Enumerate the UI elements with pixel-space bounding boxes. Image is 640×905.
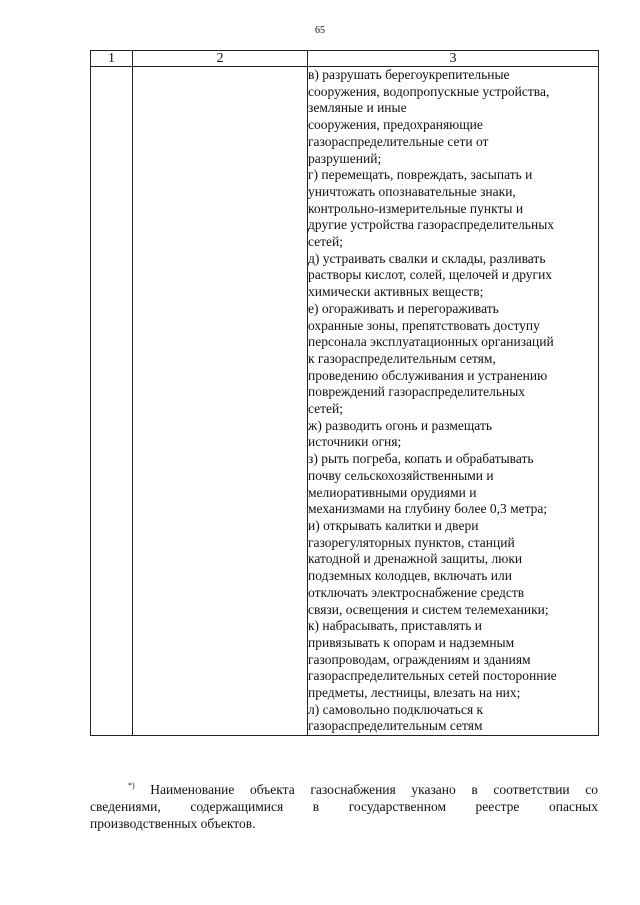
text-line: отключать электроснабжение средств bbox=[308, 584, 525, 600]
text-line: проведению обслуживания и устранению bbox=[308, 367, 548, 383]
text-line: сетей; bbox=[308, 234, 344, 250]
text-line: з) рыть погреба, копать и обрабатывать bbox=[308, 451, 534, 467]
text-line: газораспределительных сетей посторонние bbox=[308, 668, 557, 684]
text-line: разрушений; bbox=[308, 150, 382, 166]
text-line: связи, освещения и систем телемеханики; bbox=[308, 601, 549, 617]
text-line: ж) разводить огонь и размещать bbox=[308, 417, 493, 433]
text-line: в) разрушать берегоукрепительные bbox=[308, 67, 510, 82]
footnote-line-2: сведениями, содержащимися в государственном реестре опасных bbox=[90, 798, 598, 814]
text-line: д) устраивать свалки и склады, разливать bbox=[308, 250, 546, 266]
column-header-3: 3 bbox=[308, 51, 599, 67]
text-line: подземных колодцев, включать или bbox=[308, 568, 512, 584]
text-line: почву сельскохозяйственными и bbox=[308, 467, 494, 483]
text-line: механизмами на глубину более 0,3 метра; bbox=[308, 501, 548, 517]
text-line: сооружения, предохраняющие bbox=[308, 117, 483, 133]
text-line: повреждений газораспределительных bbox=[308, 384, 526, 400]
text-line: растворы кислот, солей, щелочей и других bbox=[308, 267, 553, 283]
document-table bbox=[90, 50, 599, 736]
text-line: химически активных веществ; bbox=[308, 284, 484, 300]
text-line: контрольно-измерительные пункты и bbox=[308, 200, 524, 216]
text-line: л) самовольно подключаться к bbox=[308, 701, 484, 717]
text-line: предметы, лестницы, влезать на них; bbox=[308, 685, 521, 701]
text-line: мелиоративными орудиями и bbox=[308, 484, 477, 500]
text-line: газораспределительные сети от bbox=[308, 133, 489, 149]
footnote bbox=[90, 778, 598, 832]
footnote-line-3: производственных объектов. bbox=[90, 815, 256, 831]
table-cell-col3 bbox=[308, 67, 599, 736]
text-line: охранные зоны, препятствовать доступу bbox=[308, 317, 540, 333]
text-line: уничтожать опознавательные знаки, bbox=[308, 183, 516, 199]
table-cell-col1 bbox=[91, 67, 133, 736]
table-cell-col2 bbox=[133, 67, 308, 736]
text-line: катодной и дренажной защиты, люки bbox=[308, 551, 523, 567]
text-line: источники огня; bbox=[308, 434, 402, 450]
text-line: к) набрасывать, приставлять и bbox=[308, 618, 483, 634]
column-header-2: 2 bbox=[133, 51, 308, 67]
page-number: 65 bbox=[315, 25, 325, 36]
text-line: газопроводам, ограждениям и зданиям bbox=[308, 651, 531, 667]
text-line: к газораспределительным сетям, bbox=[308, 350, 496, 366]
text-line: и) открывать калитки и двери bbox=[308, 517, 479, 533]
text-line: сооружения, водопропускные устройства, bbox=[308, 83, 550, 99]
table-header-row bbox=[91, 51, 599, 67]
text-line: другие устройства газораспределительных bbox=[308, 217, 555, 233]
footnote-text-1: Наименование объекта газоснабжения указано в соответствии со bbox=[150, 782, 599, 797]
table-row bbox=[91, 67, 599, 736]
text-line: газорегуляторных пунктов, станций bbox=[308, 534, 515, 550]
column-header-1: 1 bbox=[91, 51, 133, 67]
footnote-marker: *) bbox=[128, 781, 135, 790]
text-line: г) перемещать, повреждать, засыпать и bbox=[308, 167, 533, 183]
text-line: привязывать к опорам и надземным bbox=[308, 634, 515, 650]
text-line: газораспределительным сетям bbox=[308, 718, 483, 734]
text-line: персонала эксплуатационных организаций bbox=[308, 334, 554, 350]
footnote-line-1 bbox=[90, 778, 598, 799]
text-line: сетей; bbox=[308, 401, 344, 417]
text-line: е) огораживать и перегораживать bbox=[308, 300, 499, 316]
text-line: земляные и иные bbox=[308, 100, 407, 116]
